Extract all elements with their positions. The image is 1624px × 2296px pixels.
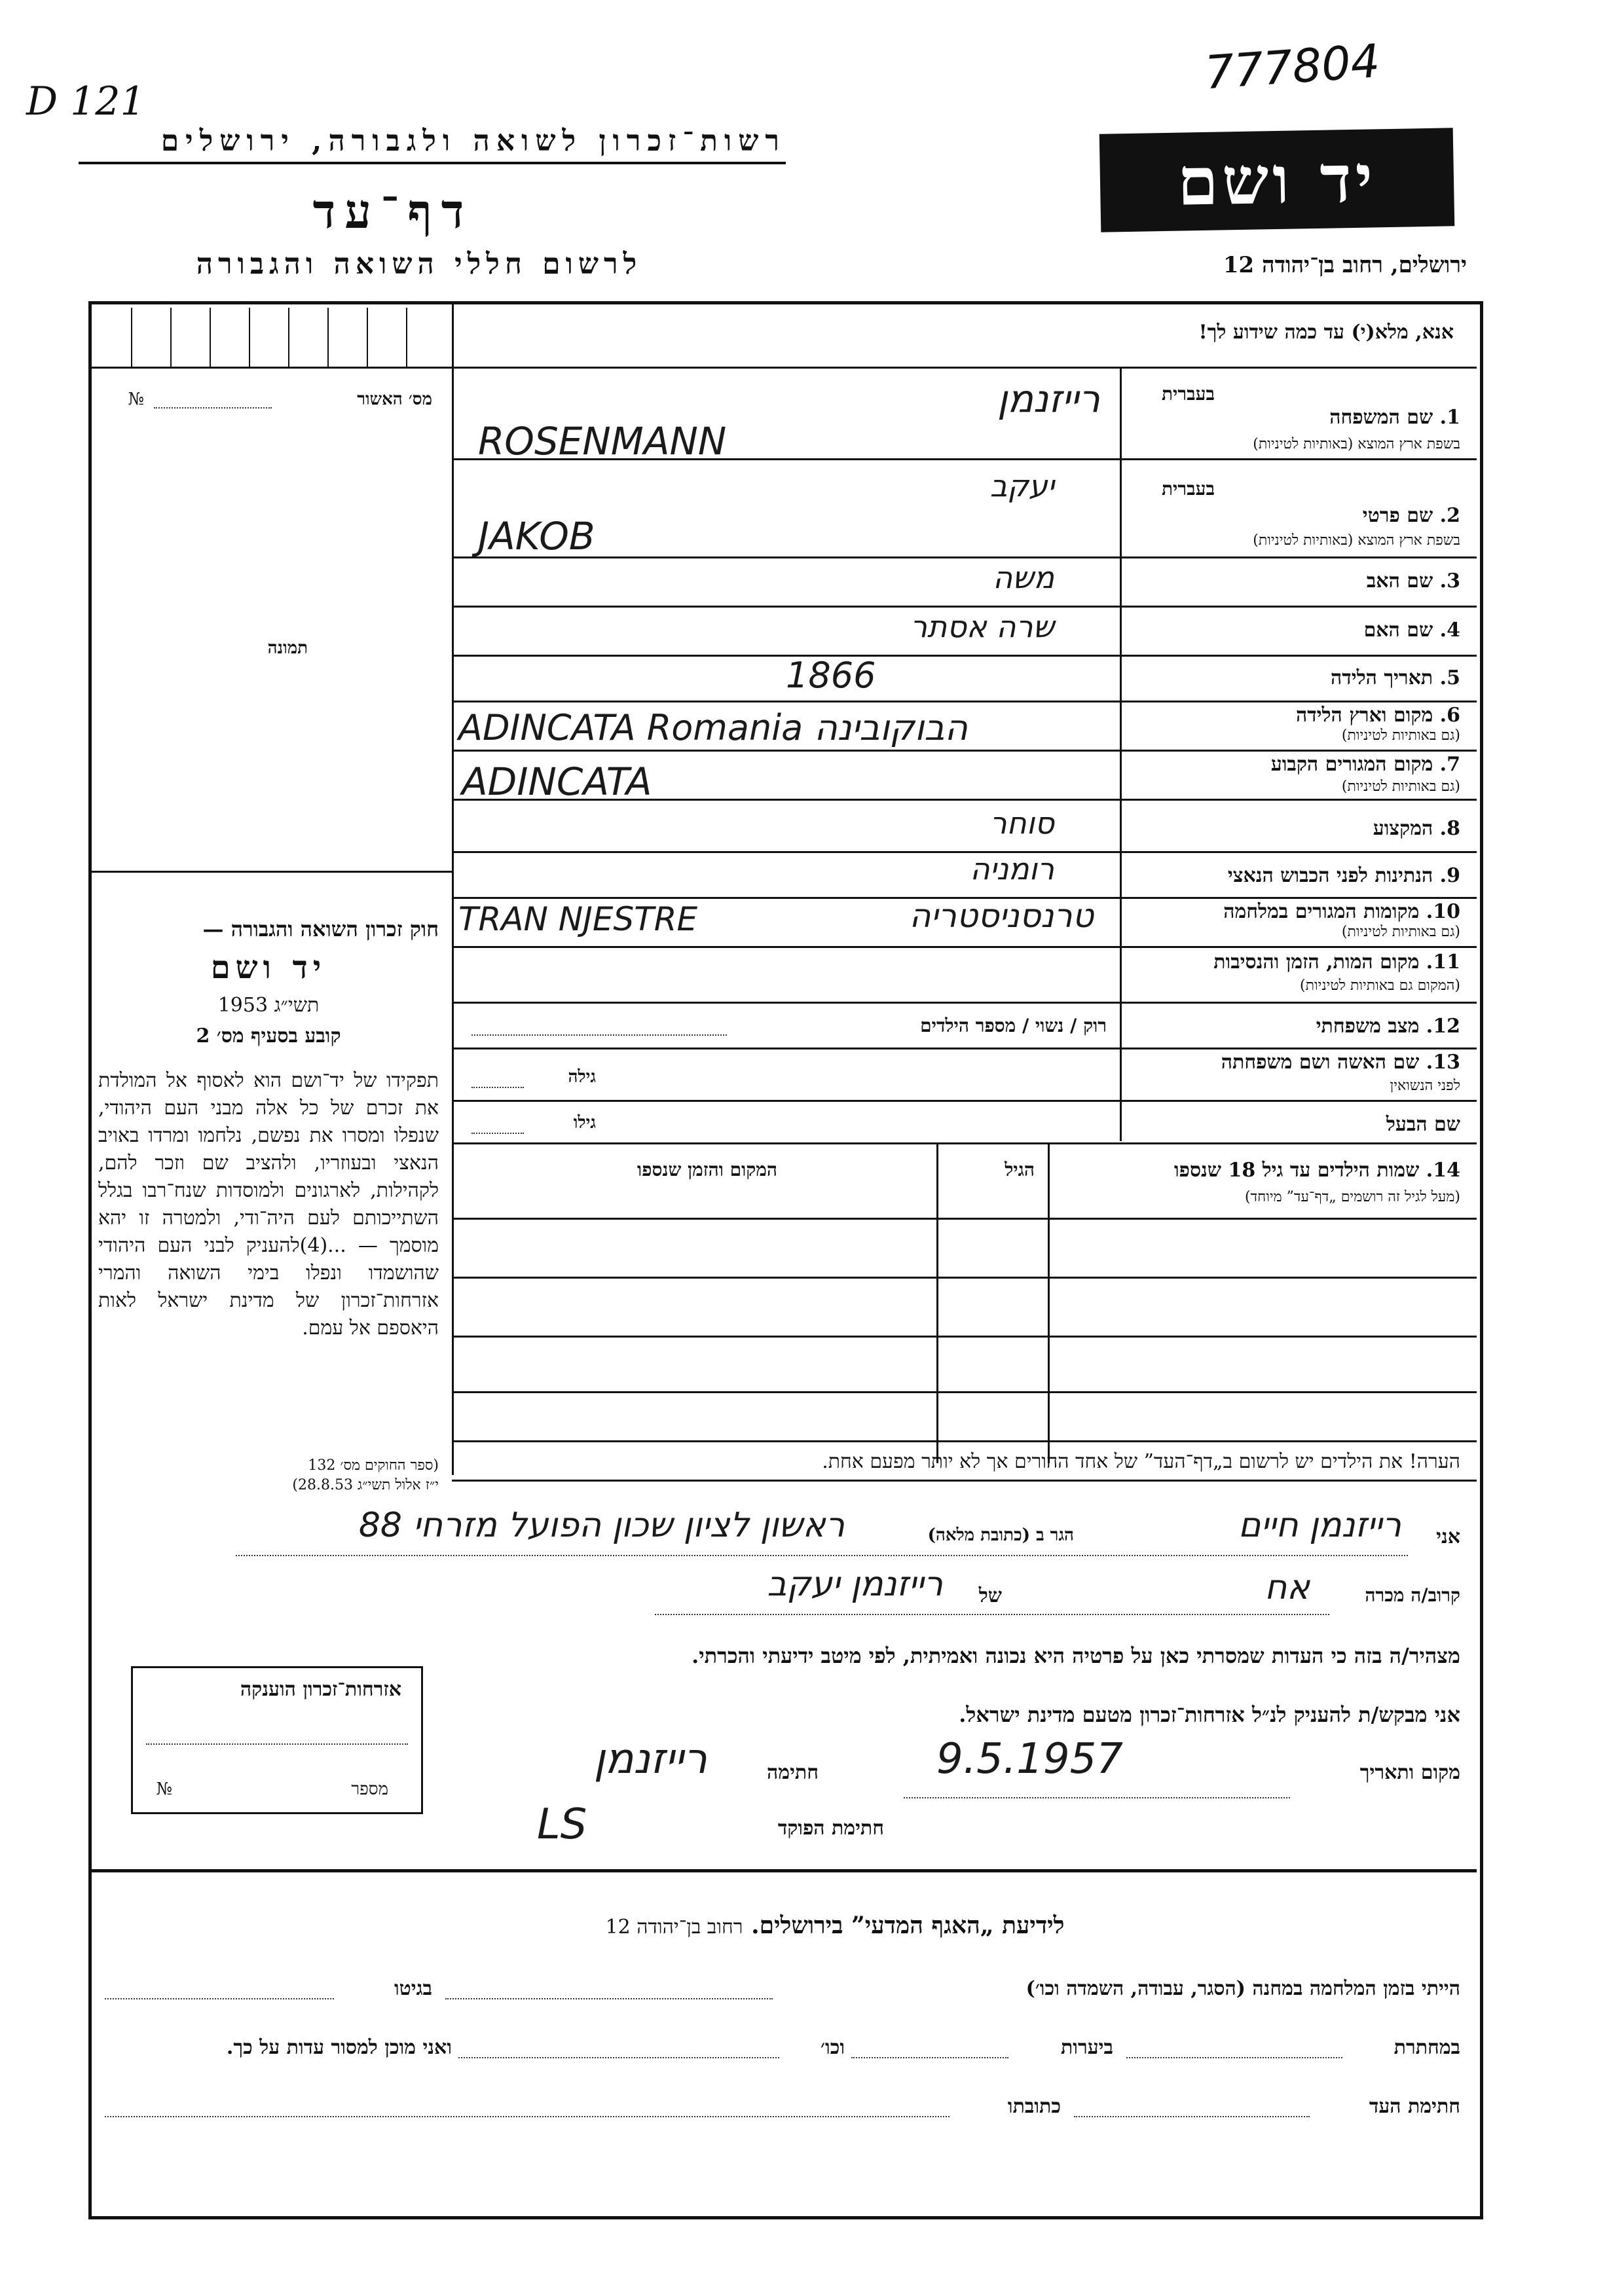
instruction-text: אנא, מלא(י) עד כמה שידוע לך!: [1198, 321, 1454, 344]
children-col-divider: [936, 1142, 938, 1463]
nationality: רומניה: [970, 851, 1054, 886]
wife-age-line: [471, 1087, 524, 1088]
footer-underground-label: במחתרת: [1393, 2036, 1460, 2059]
declaration-date: 9.5.1957: [936, 1735, 1123, 1783]
field-7-note: (גם באותיות לטיניות): [1341, 778, 1460, 795]
footer-heading-block: [458, 1912, 1211, 1939]
of-label: של: [978, 1584, 1002, 1607]
divider: [452, 750, 1477, 752]
approval-number-label: מס׳ האשור: [357, 390, 432, 409]
field-12-label: 12. מצב משפחתי: [1316, 1015, 1460, 1038]
footer-address-label: כתובתו: [1007, 2095, 1061, 2118]
field-2-label: 2. שם פרטי: [1362, 504, 1460, 527]
husband-age-line: [471, 1133, 524, 1134]
declarant-name: רייזנמן חיים: [1238, 1506, 1401, 1545]
divider: [452, 1277, 1477, 1279]
law-section: קובע בסעיף מס׳ 2: [196, 1025, 341, 1048]
law-source-1: (ספר החוקים מס׳ 132: [308, 1457, 439, 1474]
divider: [452, 367, 1477, 369]
footer-ghetto-line: [105, 1998, 334, 1999]
signature-label: חתימה: [767, 1761, 819, 1784]
cert-number-label: מספר: [351, 1779, 388, 1799]
field-3-label: 3. שם האב: [1366, 570, 1460, 592]
first-name-latin: JAKOB: [478, 514, 595, 558]
field-10-label: 10. מקומות המגורים במלחמה: [1223, 900, 1460, 923]
memorial-citizenship-box: [131, 1666, 423, 1814]
footer-witness-signature-label: חתימת העד: [1369, 2095, 1460, 2118]
husband-age-label: גילו: [573, 1113, 596, 1133]
field-6-label: 6. מקום וארץ הלידה: [1295, 704, 1460, 727]
statement-truth: מצהיר/ה בזה כי העדות שמסרתי כאן על פרטיה היא נכונה ואמיתית, לפי מיטב ידיעתי והכרתי.: [692, 1643, 1460, 1668]
law-year: 1953: [217, 994, 268, 1017]
wartime-residence-latin: TRAN NJESTRE: [458, 900, 698, 938]
footer-address: רחוב בן־יהודה 12: [605, 1916, 743, 1939]
declarant-i-label: אני: [1436, 1525, 1460, 1548]
footer-etc-line: [458, 2057, 779, 2058]
divider: [452, 606, 1477, 608]
field-4-label: 4. שם האם: [1363, 619, 1460, 642]
divider: [452, 1048, 1477, 1049]
law-year-hebrew: תשי״ג: [274, 994, 320, 1017]
divider: [452, 1391, 1477, 1393]
field-2-lang-he: בעברית: [1161, 478, 1215, 500]
divider: [452, 1480, 1477, 1482]
divider: [452, 1336, 1477, 1338]
mother-name: שרה אסתר: [910, 609, 1054, 644]
footer-ghetto-label: בגיטו: [394, 1977, 432, 2000]
children-table-note: (מעל לגיל זה רושמים „דף־עד” מיוחד): [1245, 1189, 1460, 1205]
footer-camp-line: [445, 1998, 773, 1999]
yad-vashem-logo: יד ושם: [1099, 128, 1455, 232]
cert-box-line: [146, 1743, 408, 1745]
divider: [452, 701, 1477, 702]
law-name: יד ושם: [210, 949, 327, 986]
field-13-label: 13. שם האשה ושם משפחתה: [1221, 1051, 1460, 1074]
footer-witness-signature-line: [1074, 2116, 1310, 2117]
footer-underground-line: [1126, 2057, 1342, 2058]
divider: [452, 946, 1477, 948]
wife-age-label: גילה: [568, 1067, 596, 1087]
field-8-label: 8. המקצוע: [1373, 817, 1460, 840]
number-sign: №: [128, 390, 144, 409]
birth-date: 1866: [786, 655, 876, 696]
place-date-line: [904, 1797, 1290, 1798]
footer-divider: [90, 1869, 1477, 1872]
field-10-note: (גם באותיות לטיניות): [1341, 924, 1460, 940]
husband-name-label: שם הבעל: [1386, 1113, 1460, 1136]
first-name-hebrew: יעקב: [989, 468, 1054, 503]
divider: [90, 367, 452, 369]
form-subtitle: לרשום חללי השואה והגבורה: [196, 247, 642, 281]
witness-signature: רייזנמן: [593, 1735, 707, 1783]
declarant-address: ראשון לציון שכון הפועל מזרחי 88: [358, 1506, 845, 1545]
footer-address-line: [105, 2116, 950, 2117]
left-column-divider: [452, 303, 454, 1475]
divider: [90, 871, 452, 873]
approval-number-line: [154, 407, 272, 409]
field-6-note: (גם באותיות לטיניות): [1341, 727, 1460, 744]
organization-name: רשות־זכרון לשואה ולגבורה, ירושלים: [79, 124, 786, 164]
divider: [452, 1440, 1477, 1442]
father-name: משה: [993, 560, 1054, 595]
law-year-block: [98, 994, 439, 1017]
relation-label: קרוב/ה מכרה: [1365, 1584, 1460, 1606]
divider: [452, 1002, 1477, 1004]
place-date-label: מקום ותאריך: [1359, 1761, 1460, 1784]
field-7-label: 7. מקום המגורים הקבוע: [1270, 753, 1460, 776]
children-place-header: המקום והזמן שנספו: [637, 1159, 777, 1180]
family-name-latin: ROSENMANN: [478, 419, 727, 464]
catalog-number: 777804: [1203, 33, 1382, 100]
field-9-label: 9. הנתינות לפני הכבוש הנאצי: [1227, 864, 1460, 887]
footer-line-camp: הייתי בזמן המלחמה במחנה (הסגר, עבודה, השמדה וכו׳): [1025, 1977, 1460, 2000]
officer-signature: LS: [537, 1800, 587, 1849]
office-use-boxes: [92, 308, 452, 367]
footer-heading: לידיעת „האגף המדעי” בירושלים.: [751, 1912, 1065, 1939]
victim-name: רייזנמן יעקב: [767, 1565, 943, 1604]
field-2-latin-note: בשפת ארץ המוצא (באותיות לטיניות): [1253, 532, 1460, 549]
permanent-residence: ADINCATA: [462, 759, 652, 804]
cert-box-title: אזרחות־זכרון הוענקה: [240, 1678, 401, 1701]
divider: [452, 1100, 1477, 1102]
relation-line: [655, 1614, 1329, 1615]
officer-signature-label: חתימת הפוקד: [777, 1817, 884, 1840]
children-count-line: [471, 1034, 727, 1036]
form-title: דף־עד: [312, 183, 473, 239]
footer-testimony-text: ואני מוכן למסור עדות על כך.: [226, 2036, 452, 2059]
footer-forests-label: ביערות: [1060, 2036, 1113, 2059]
children-age-header: הגיל: [1005, 1159, 1035, 1180]
archive-side-mark: D 121: [26, 79, 145, 124]
field-13-note: לפני הנשואין: [1390, 1078, 1460, 1094]
field-1-latin-note: בשפת ארץ המוצא (באותיות לטיניות): [1253, 436, 1460, 452]
cert-number-sign: №: [156, 1779, 172, 1799]
children-col-divider: [1048, 1142, 1050, 1463]
declarant-line: [236, 1555, 1408, 1556]
children-note: הערה! את הילדים יש לרשום ב„דף־העד” של אחד ההורים אך לא יותר מפעם אחת.: [822, 1450, 1460, 1473]
profession: סוחר: [989, 805, 1054, 841]
footer-etc-label: וכו׳: [821, 2036, 845, 2059]
law-text: תפקידו של יד־ושם הוא לאסוף אל המולדת את זכרם של כל אלה מבני העם היהודי, שנפלו ומסרו את נפשם, נלחמו ומרדו באויב הנאצי ובעוזריו, ולהציב שם וזכר להם, לקהילות, לארגונים ולמוסדות שנח־רבו בגלל השתייכותם לעם היה־ודי, ולמטרה זו יהא מוסמך — ...(4)להעניק לבני העם היהודי שהושמדו ונפלו בימי השואה והמרי אזרחות־זכרון של מדינת ישראל לאות היאספם אל עמם.: [98, 1069, 439, 1339]
statement-citizenship: אני מבקש/ת להעניק לנ״ל אזרחות־זכרון מטעם מדינת ישראל.: [959, 1702, 1460, 1727]
label-column-divider: [1120, 369, 1122, 1141]
family-name-hebrew: רייזנמן: [997, 376, 1100, 421]
residing-label: הגר ב (כתובת מלאה): [927, 1525, 1074, 1545]
header-address: ירושלים, רחוב בן־יהודה 12: [1223, 252, 1467, 278]
law-source-2: י״ז אלול תשי״ג 28.8.53): [292, 1477, 439, 1493]
law-title: חוק זכרון השואה והגבורה —: [202, 917, 439, 941]
relation-value: אח: [1264, 1568, 1310, 1607]
divider: [452, 655, 1477, 657]
birth-place: ADINCATA Romania הבוקובינה: [458, 707, 968, 748]
footer-forests-line: [851, 2057, 1008, 2058]
children-table-label: 14. שמות הילדים עד גיל 18 שנספו: [1173, 1159, 1460, 1182]
field-1-lang-he: בעברית: [1161, 383, 1215, 405]
field-11-label: 11. מקום המות, הזמן והנסיבות: [1213, 951, 1460, 974]
field-5-label: 5. תאריך הלידה: [1331, 666, 1460, 689]
marital-status-options: רוק / נשוי / מספר הילדים: [920, 1015, 1107, 1036]
photo-label: תמונה: [267, 638, 308, 658]
field-11-note: (המקום גם באותיות לטיניות): [1300, 977, 1460, 994]
divider: [452, 1218, 1477, 1220]
field-1-label: 1. שם המשפחה: [1329, 406, 1460, 429]
wartime-residence-hebrew: טרנסניסטריה: [909, 897, 1094, 935]
divider: [452, 1142, 1477, 1144]
